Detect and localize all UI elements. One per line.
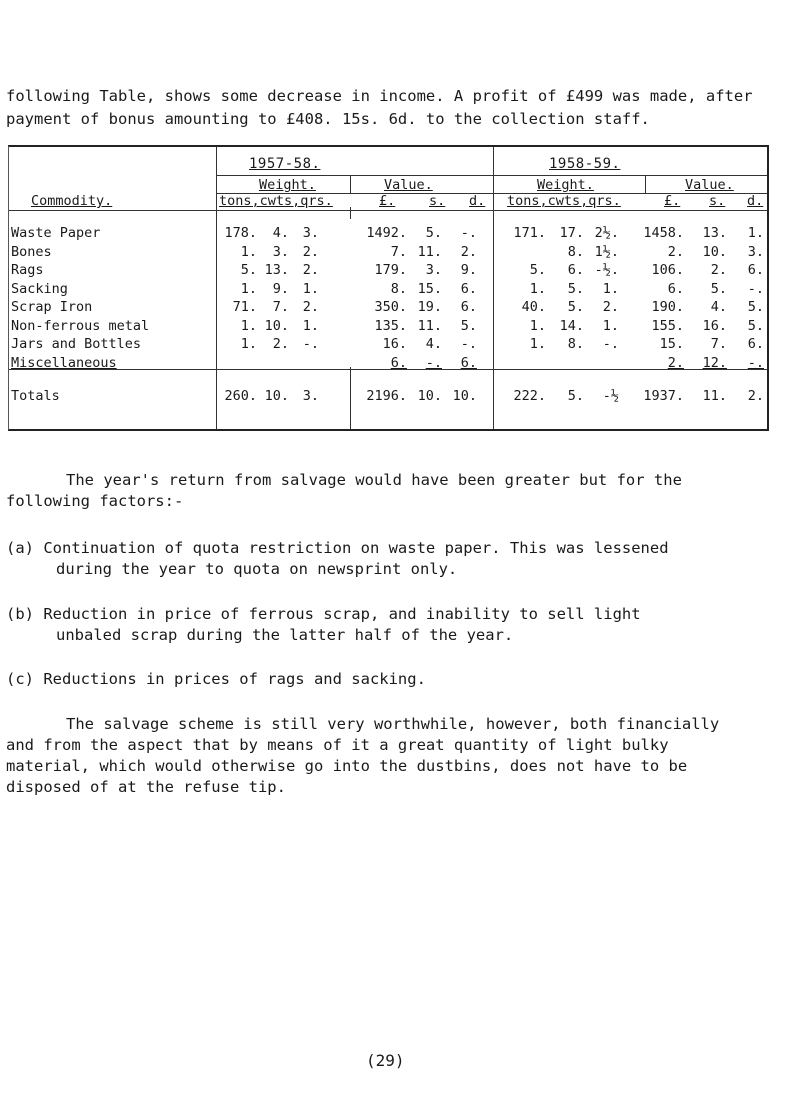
- table-cell: 10.: [264, 317, 289, 334]
- intro-line-1: following Table, shows some decrease in income. A profit of £499 was made, after: [6, 87, 753, 105]
- commodity-name: Totals: [11, 388, 60, 404]
- value-units-shillings-2: s.: [709, 193, 726, 209]
- table-cell: 10.: [417, 388, 442, 404]
- table-cell: 1.: [747, 225, 764, 241]
- paragraph-2-line-4: disposed of at the refuse tip.: [6, 778, 286, 796]
- table-cell: 7.: [710, 336, 727, 352]
- table-cell: 4.: [425, 336, 442, 352]
- table-cell: -.: [602, 336, 619, 352]
- commodity-name: Rags: [11, 262, 44, 278]
- commodity-name: Bones: [11, 243, 52, 260]
- table-cell: 5.: [240, 262, 257, 278]
- weight-units-1: tons,cwts,qrs.: [219, 193, 333, 209]
- value-units-pounds-2: £.: [664, 193, 681, 209]
- paragraph-2-line-1: The salvage scheme is still very worthwhile, however, both financially: [66, 715, 720, 733]
- value-header-2: Value.: [685, 177, 734, 193]
- table-cell: 16.: [382, 336, 407, 352]
- divider: [9, 210, 767, 211]
- table-cell: 1.: [602, 280, 619, 297]
- table-cell: 6.: [747, 262, 764, 278]
- factor-c-line-1: (c) Reductions in prices of rags and sacking.: [6, 670, 426, 688]
- paragraph-1-line-2: following factors:-: [6, 492, 184, 510]
- value-units-shillings-1: s.: [429, 193, 446, 209]
- table-cell: 7.: [272, 299, 289, 315]
- table-cell: 178.: [224, 225, 257, 241]
- table-cell: 2.: [460, 243, 477, 260]
- table-cell: -.: [302, 336, 319, 352]
- table-cell: -.: [747, 280, 764, 297]
- table-cell: 3.: [747, 243, 764, 260]
- table-cell: 1937.: [643, 388, 684, 404]
- table-cell: 5.: [460, 317, 477, 334]
- factor-b-line-1: (b) Reduction in price of ferrous scrap, and inability to sell light: [6, 605, 641, 623]
- year-1957-58: 1957-58.: [249, 156, 321, 172]
- table-cell: 1.: [240, 317, 257, 334]
- factor-a-line-2: during the year to quota on newsprint only.: [56, 560, 458, 578]
- table-cell: 2.: [302, 299, 319, 315]
- table-cell: 171.: [513, 225, 546, 241]
- value-header-1: Value.: [384, 177, 433, 193]
- commodity-name: Sacking: [11, 280, 68, 297]
- table-cell: 3.: [272, 243, 289, 260]
- table-cell: 6.: [460, 280, 477, 297]
- table-cell: 5.: [710, 280, 727, 297]
- page-number: (29): [366, 1051, 405, 1070]
- table-cell: 10.: [702, 243, 727, 260]
- table-cell: 3.: [302, 225, 319, 241]
- table-cell: 179.: [374, 262, 407, 278]
- table-cell: 1.: [529, 280, 546, 297]
- weight-header-1: Weight.: [259, 177, 316, 193]
- commodity-name: Waste Paper: [11, 225, 101, 241]
- table-cell: 8.: [567, 243, 584, 260]
- table-cell: 11.: [702, 388, 727, 404]
- table-cell: 106.: [651, 262, 684, 278]
- value-units-pence-1: d.: [469, 193, 486, 209]
- table-cell: 15.: [659, 336, 684, 352]
- table-cell: 5.: [425, 225, 442, 241]
- table-cell: 7.: [390, 243, 407, 260]
- commodity-name: Miscellaneous: [11, 354, 117, 371]
- table-cell: 3.: [302, 388, 319, 404]
- table-cell: 6.: [667, 280, 684, 297]
- table-cell: 6.: [567, 262, 584, 278]
- table-cell: 14.: [559, 317, 584, 334]
- table-cell: 5.: [747, 299, 764, 315]
- table-cell: 1.: [240, 280, 257, 297]
- table-cell: 1.: [240, 336, 257, 352]
- table-cell: 1458.: [643, 225, 684, 241]
- table-cell: 190.: [651, 299, 684, 315]
- paragraph-1-line-1: The year's return from salvage would have been greater but for the: [66, 471, 682, 489]
- table-cell: 8.: [567, 336, 584, 352]
- table-cell: 1.: [302, 280, 319, 297]
- table-cell: 13.: [702, 225, 727, 241]
- table-cell: 5.: [567, 299, 584, 315]
- weight-header-2: Weight.: [537, 177, 594, 193]
- table-cell: 11.: [417, 317, 442, 334]
- table-cell: 2.: [272, 336, 289, 352]
- table-cell: 5.: [747, 317, 764, 334]
- table-cell: -.: [425, 354, 442, 371]
- table-cell: 222.: [513, 388, 546, 404]
- table-cell: 260.: [224, 388, 257, 404]
- divider: [350, 175, 351, 193]
- table-cell: 135.: [374, 317, 407, 334]
- table-cell: 3.: [425, 262, 442, 278]
- table-cell: -½: [602, 388, 619, 404]
- table-cell: 19.: [417, 299, 442, 315]
- table-cell: 12.: [702, 354, 727, 371]
- table-cell: 2.: [302, 262, 319, 278]
- factor-b-line-2: unbaled scrap during the latter half of the year.: [56, 626, 514, 644]
- table-cell: 2.: [602, 299, 619, 315]
- divider: [350, 207, 351, 219]
- table-cell: 1.: [302, 317, 319, 334]
- table-cell: 1½.: [594, 243, 619, 260]
- intro-line-2: payment of bonus amounting to £408. 15s. 6d. to the collection staff.: [6, 110, 650, 128]
- table-cell: 1.: [529, 336, 546, 352]
- table-cell: 2.: [667, 243, 684, 260]
- table-cell: 2.: [302, 243, 319, 260]
- value-units-pounds-1: £.: [379, 193, 396, 209]
- table-cell: 9.: [460, 262, 477, 278]
- table-cell: 9.: [272, 280, 289, 297]
- table-cell: 1.: [529, 317, 546, 334]
- table-cell: 40.: [521, 299, 546, 315]
- table-cell: -.: [460, 336, 477, 352]
- paragraph-2-line-2: and from the aspect that by means of it a great quantity of light bulky: [6, 736, 669, 754]
- divider: [645, 175, 646, 193]
- table-cell: 5.: [529, 262, 546, 278]
- table-cell: -.: [460, 225, 477, 241]
- table-cell: 4.: [272, 225, 289, 241]
- table-cell: 1.: [602, 317, 619, 334]
- table-cell: -.: [747, 354, 764, 371]
- table-cell: 6.: [747, 336, 764, 352]
- table-cell: 13.: [264, 262, 289, 278]
- table-cell: 5.: [567, 280, 584, 297]
- table-cell: 2196.: [366, 388, 407, 404]
- table-cell: 71.: [232, 299, 257, 315]
- table-cell: 16.: [702, 317, 727, 334]
- table-cell: 1492.: [366, 225, 407, 241]
- table-cell: 15.: [417, 280, 442, 297]
- commodity-name: Jars and Bottles: [11, 336, 142, 352]
- table-cell: 17.: [559, 225, 584, 241]
- paragraph-2-line-3: material, which would otherwise go into the dustbins, does not have to be: [6, 757, 688, 775]
- table-cell: 6.: [460, 354, 477, 371]
- weight-units-2: tons,cwts,qrs.: [507, 193, 621, 209]
- table-cell: 6.: [460, 299, 477, 315]
- table-cell: -½.: [594, 262, 619, 278]
- table-cell: 10.: [264, 388, 289, 404]
- commodity-name: Non-ferrous metal: [11, 317, 150, 334]
- table-cell: 6.: [390, 354, 407, 371]
- table-cell: 8.: [390, 280, 407, 297]
- table-cell: 1.: [240, 243, 257, 260]
- table-cell: 2.: [710, 262, 727, 278]
- table-cell: 10.: [452, 388, 477, 404]
- year-1958-59: 1958-59.: [549, 156, 621, 172]
- commodity-header: Commodity.: [31, 193, 113, 209]
- table-cell: 2½.: [594, 225, 619, 241]
- commodity-name: Scrap Iron: [11, 299, 93, 315]
- table-cell: 11.: [417, 243, 442, 260]
- value-units-pence-2: d.: [747, 193, 764, 209]
- table-cell: 4.: [710, 299, 727, 315]
- table-cell: 2.: [747, 388, 764, 404]
- table-cell: 350.: [374, 299, 407, 315]
- salvage-table: [8, 145, 769, 431]
- table-cell: 155.: [651, 317, 684, 334]
- table-cell: 2.: [667, 354, 684, 371]
- table-cell: 5.: [567, 388, 584, 404]
- factor-a-line-1: (a) Continuation of quota restriction on waste paper. This was lessened: [6, 539, 669, 557]
